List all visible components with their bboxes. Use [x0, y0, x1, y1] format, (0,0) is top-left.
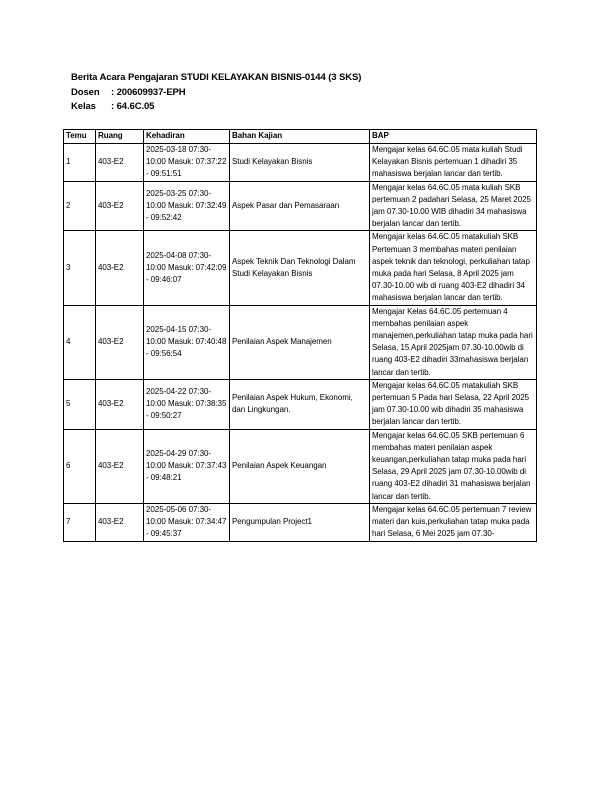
- cell-kehadiran: 2025-04-29 07:30-10:00 Masuk: 07:37:43 - 09:48:21: [144, 429, 230, 503]
- cell-kehadiran: 2025-03-18 07:30-10:00 Masuk: 07:37:22 - 09:51:51: [144, 144, 230, 182]
- cell-bap: Mengajar kelas 64.6C.05 SKB pertemuan 6 membahas materi penilaian aspek keuangan,perkuliahan tatap muka pada hari Selasa, 29 April 2025 jam 07.30-10.00wib di ruang 403-E2 dihadiri 31 mahasiswa berjalan lancar dan tertib.: [370, 429, 537, 503]
- table-row: [64, 305, 537, 379]
- cell-ruang: 403-E2: [96, 181, 144, 231]
- dosen-label: Dosen: [71, 86, 100, 98]
- cell-bahan-kajian: Penilaian Aspek Manajemen: [230, 305, 370, 379]
- table-row: [64, 181, 537, 231]
- kelas-label: Kelas: [71, 101, 96, 112]
- cell-ruang: 403-E2: [96, 429, 144, 503]
- table-row: [64, 144, 537, 182]
- cell-bap: Mengajar kelas 64.6C.05 matakuliah SKB Pertemuan 3 membahas materi penilaian aspek teknik dan teknologi, perkuliahan tatap muka pada hari Selasa, 8 April 2025 jam 07.30-10.00 wib di ruang 403-E2 dihadiri 34 mahasiswa berjalan lancar dan tertib.: [370, 231, 537, 305]
- dosen-value: : 200609937-EPH: [111, 86, 186, 98]
- col-header-ruang: Ruang: [96, 130, 144, 144]
- col-header-bap: BAP: [370, 130, 537, 144]
- cell-bahan-kajian: Studi Kelayakan Bisnis: [230, 144, 370, 182]
- col-header-kehadiran: Kehadiran: [144, 130, 230, 144]
- cell-ruang: 403-E2: [96, 144, 144, 182]
- cell-kehadiran: 2025-04-08 07:30-10:00 Masuk: 07:42:09 - 09:46:07: [144, 231, 230, 305]
- cell-bahan-kajian: Aspek Pasar dan Pemasaraan: [230, 181, 370, 231]
- cell-temu: 6: [64, 429, 96, 503]
- cell-temu: 5: [64, 379, 96, 429]
- cell-temu: 3: [64, 231, 96, 305]
- col-header-temu: Temu: [64, 130, 96, 144]
- cell-bahan-kajian: Pengumpulan Project1: [230, 503, 370, 541]
- cell-temu: 1: [64, 144, 96, 182]
- cell-bap: [370, 503, 537, 541]
- col-header-bahan-kajian: Bahan Kajian: [230, 130, 370, 144]
- bap-text-truncated: Mengajar kelas 64.6C.05 pertemuan 7 review materi dan kuis,perkuliahan tatap muka pada hari Selasa, 6 Mei 2025 jam 07.30-: [372, 504, 532, 539]
- cell-temu: 7: [64, 503, 96, 541]
- table-row: [64, 231, 537, 305]
- table-row: [64, 379, 537, 429]
- table-row: [64, 503, 537, 541]
- document-title: Berita Acara Pengajaran STUDI KELAYAKAN BISNIS-0144 (3 SKS): [71, 72, 362, 83]
- cell-kehadiran: 2025-04-22 07:30-10:00 Masuk: 07:38:35 - 09:50:27: [144, 379, 230, 429]
- cell-temu: 4: [64, 305, 96, 379]
- cell-bahan-kajian: Penilaian Aspek Hukum, Ekonomi, dan Lingkungan.: [230, 379, 370, 429]
- bap-table: [63, 129, 537, 542]
- cell-bahan-kajian: Penilaian Aspek Keuangan: [230, 429, 370, 503]
- cell-ruang: 403-E2: [96, 379, 144, 429]
- table-row: [64, 429, 537, 503]
- cell-bap: Mengajar kelas 64.6C.05 mata kuliah SKB pertemuan 2 padahari Selasa, 25 Maret 2025 jam 07.30-10.00 WIB dihadiri 34 mahasiswa berjalan lancar dan tertib.: [370, 181, 537, 231]
- cell-ruang: 403-E2: [96, 503, 144, 541]
- kelas-value: : 64.6C.05: [111, 101, 155, 112]
- cell-temu: 2: [64, 181, 96, 231]
- cell-kehadiran: 2025-03-25 07:30-10:00 Masuk: 07:32:49 - 09:52:42: [144, 181, 230, 231]
- cell-bap: Mengajar kelas 64.6C.05 mata kuliah Studi Kelayakan Bisnis pertemuan 1 dihadiri 35 mahasiswa berjalan lancar dan tertib.: [370, 144, 537, 182]
- dosen-line: [71, 86, 361, 101]
- cell-ruang: 403-E2: [96, 305, 144, 379]
- cell-ruang: 403-E2: [96, 231, 144, 305]
- cell-kehadiran: 2025-05-06 07:30-10:00 Masuk: 07:34:47 - 09:45:37: [144, 503, 230, 541]
- cell-bap: Mengajar Kelas 64.6C.05 pertemuan 4 membahas penilaian aspek manajemen,perkuliahan tatap muka pada hari Selasa, 15 April 2025jam 07.30-10.00wib di ruang 403-E2 dihadiri 33mahasiswa berjalan lancar dan tertib.: [370, 305, 537, 379]
- cell-kehadiran: 2025-04-15 07:30-10:00 Masuk: 07:40:48 - 09:56:54: [144, 305, 230, 379]
- document-header: [71, 71, 361, 115]
- table-header-row: [64, 130, 537, 144]
- cell-bap: Mengajar kelas 64.6C.05 matakuliah SKB pertemuan 5 Pada hari Selasa, 22 April 2025 jam 07.30-10.00 wib dihadiri 35 mahasiswa berjalan lancar dan tertib.: [370, 379, 537, 429]
- cell-bahan-kajian: Aspek Teknik Dan Teknologi Dalam Studi Kelayakan Bisnis: [230, 231, 370, 305]
- kelas-line: [71, 100, 361, 115]
